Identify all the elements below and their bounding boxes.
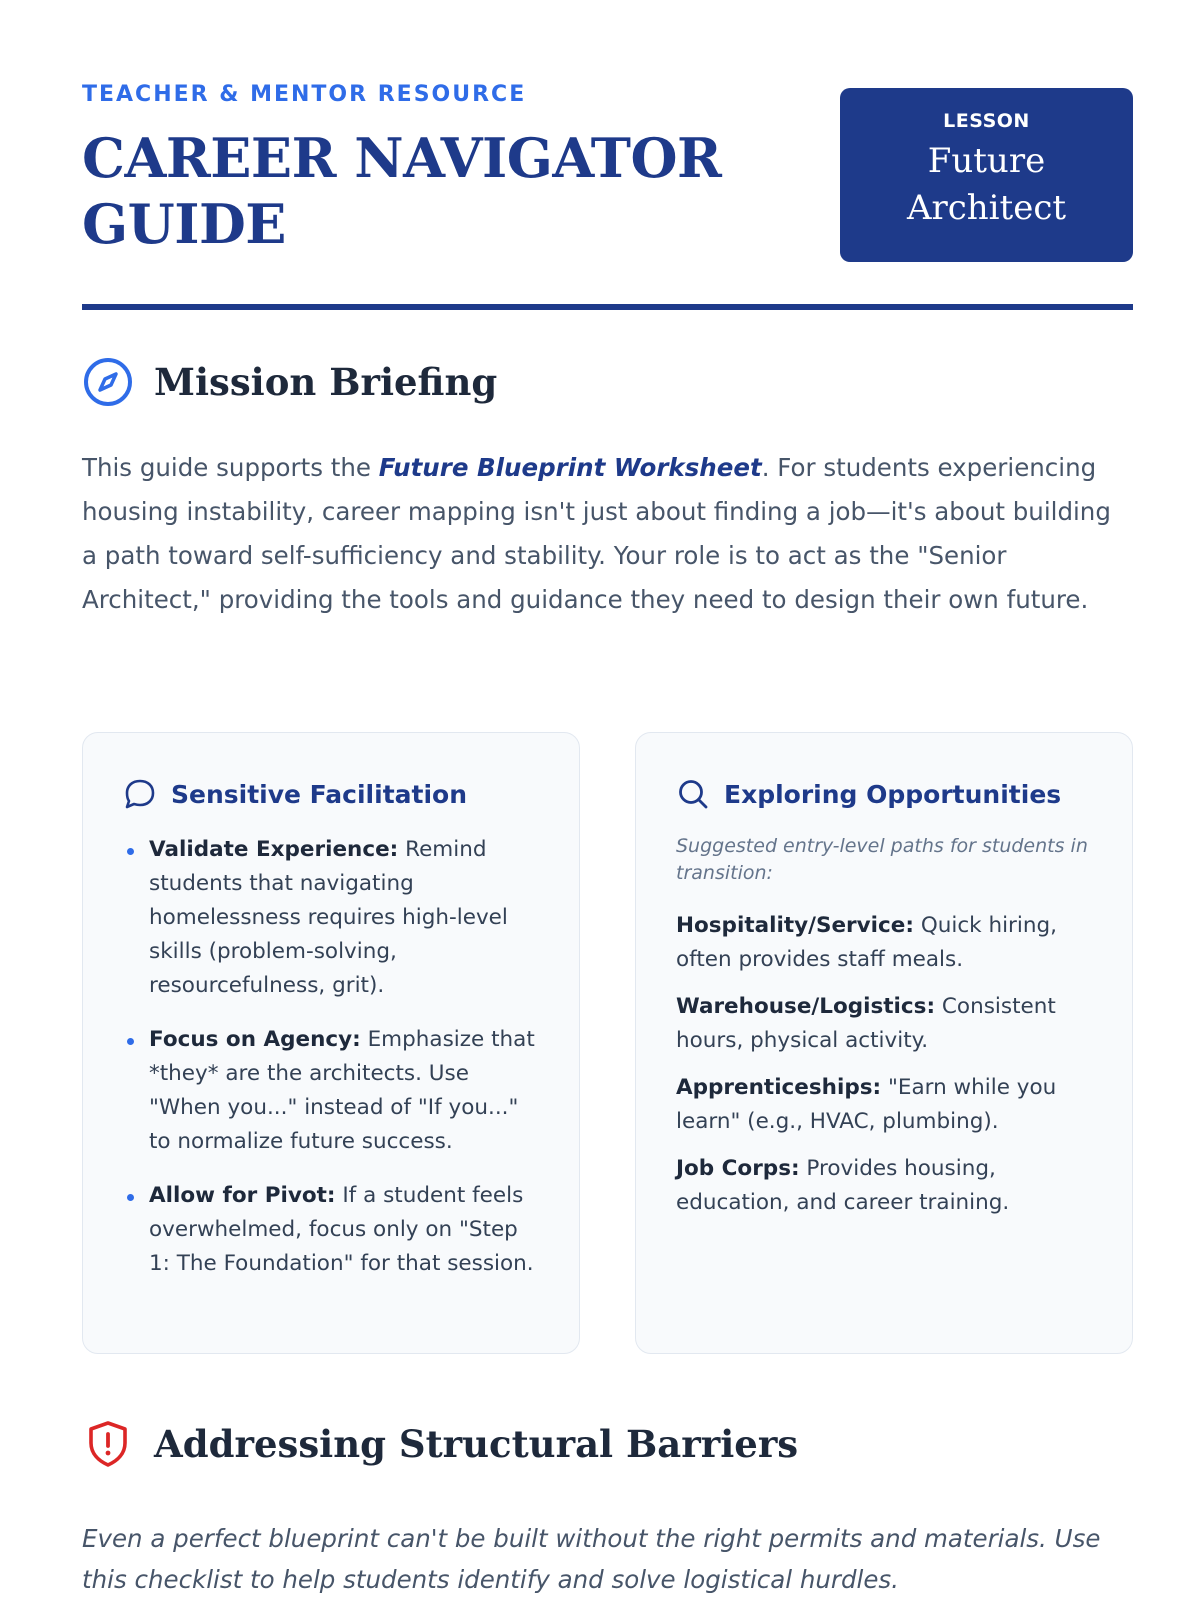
list-item [123,1023,539,1159]
header-divider [82,304,1133,310]
compass-icon [82,356,134,408]
opportunities-caption: Suggested entry-level paths for students in transition: [676,835,1088,884]
opportunities-title: Exploring Opportunities [724,779,1062,809]
item-label: Job Corps: [676,1156,800,1181]
item-label: Hospitality/Service: [676,913,914,938]
worksheet-name: Future Blueprint Worksheet [378,453,762,482]
mission-section-header [82,356,497,408]
search-icon [676,777,710,811]
badge-line-2: Architect [906,188,1067,228]
lesson-badge [840,88,1133,262]
opportunities-card-header [676,777,1092,811]
resource-eyebrow: TEACHER & MENTOR RESOURCE [82,82,527,107]
list-item [676,909,1092,977]
item-label: Validate Experience: [149,837,399,862]
item-text: Quick hiring, often provides staff meals. [676,913,1057,972]
title-line-2: GUIDE [82,192,286,256]
header [82,82,1133,257]
barriers-section-header [82,1418,798,1470]
barriers-title: Addressing Structural Barriers [154,1422,799,1466]
item-text: "Earn while you learn" (e.g., HVAC, plumbing). [676,1075,1057,1134]
item-label: Focus on Agency: [149,1027,361,1052]
list-item [676,1152,1092,1220]
list-item [123,1179,539,1281]
opportunities-card [635,732,1133,1354]
barriers-text: Even a perfect blueprint can't be built without the right permits and materials. Use this checklist to help students identify and solve logistical hurdles. [82,1524,1101,1594]
item-text: If a student feels overwhelmed, focus only on "Step 1: The Foundation" for that session. [149,1183,534,1276]
mission-text-after: . For students experiencing housing instability, career mapping isn't just about finding a job—it's about building a path toward self-sufficiency and stability. Your role is to act as the "Senior Architect," providing the tools and guidance they need to design their own future. [82,453,1111,614]
facilitation-card-header [123,777,539,811]
item-text: Consistent hours, physical activity. [676,994,1056,1053]
badge-line-1: Future [927,141,1046,181]
mission-title: Mission Briefing [154,360,498,404]
list-item [676,990,1092,1058]
mission-text-before: This guide supports the [82,453,379,482]
list-item [123,833,539,1003]
list-item [676,1071,1092,1139]
facilitation-card [82,732,580,1354]
title-line-1: CAREER NAVIGATOR [82,126,722,190]
facilitation-title: Sensitive Facilitation [171,779,468,809]
badge-value [840,138,1133,232]
chat-bubble-icon [123,777,157,811]
item-label: Warehouse/Logistics: [676,994,936,1019]
item-text: Remind students that navigating homelessness requires high-level skills (problem-solving, resourcefulness, grit). [149,837,508,998]
item-text: Emphasize that *they* are the architects. Use "When you..." instead of "If you..." to normalize future success. [149,1027,535,1154]
item-text: Provides housing, education, and career training. [676,1156,1010,1215]
item-label: Allow for Pivot: [149,1183,336,1208]
facilitation-list [123,833,539,1281]
badge-label: LESSON [943,110,1030,132]
shield-alert-icon [82,1418,134,1470]
item-label: Apprenticeships: [676,1075,882,1100]
mission-text [82,446,1133,622]
